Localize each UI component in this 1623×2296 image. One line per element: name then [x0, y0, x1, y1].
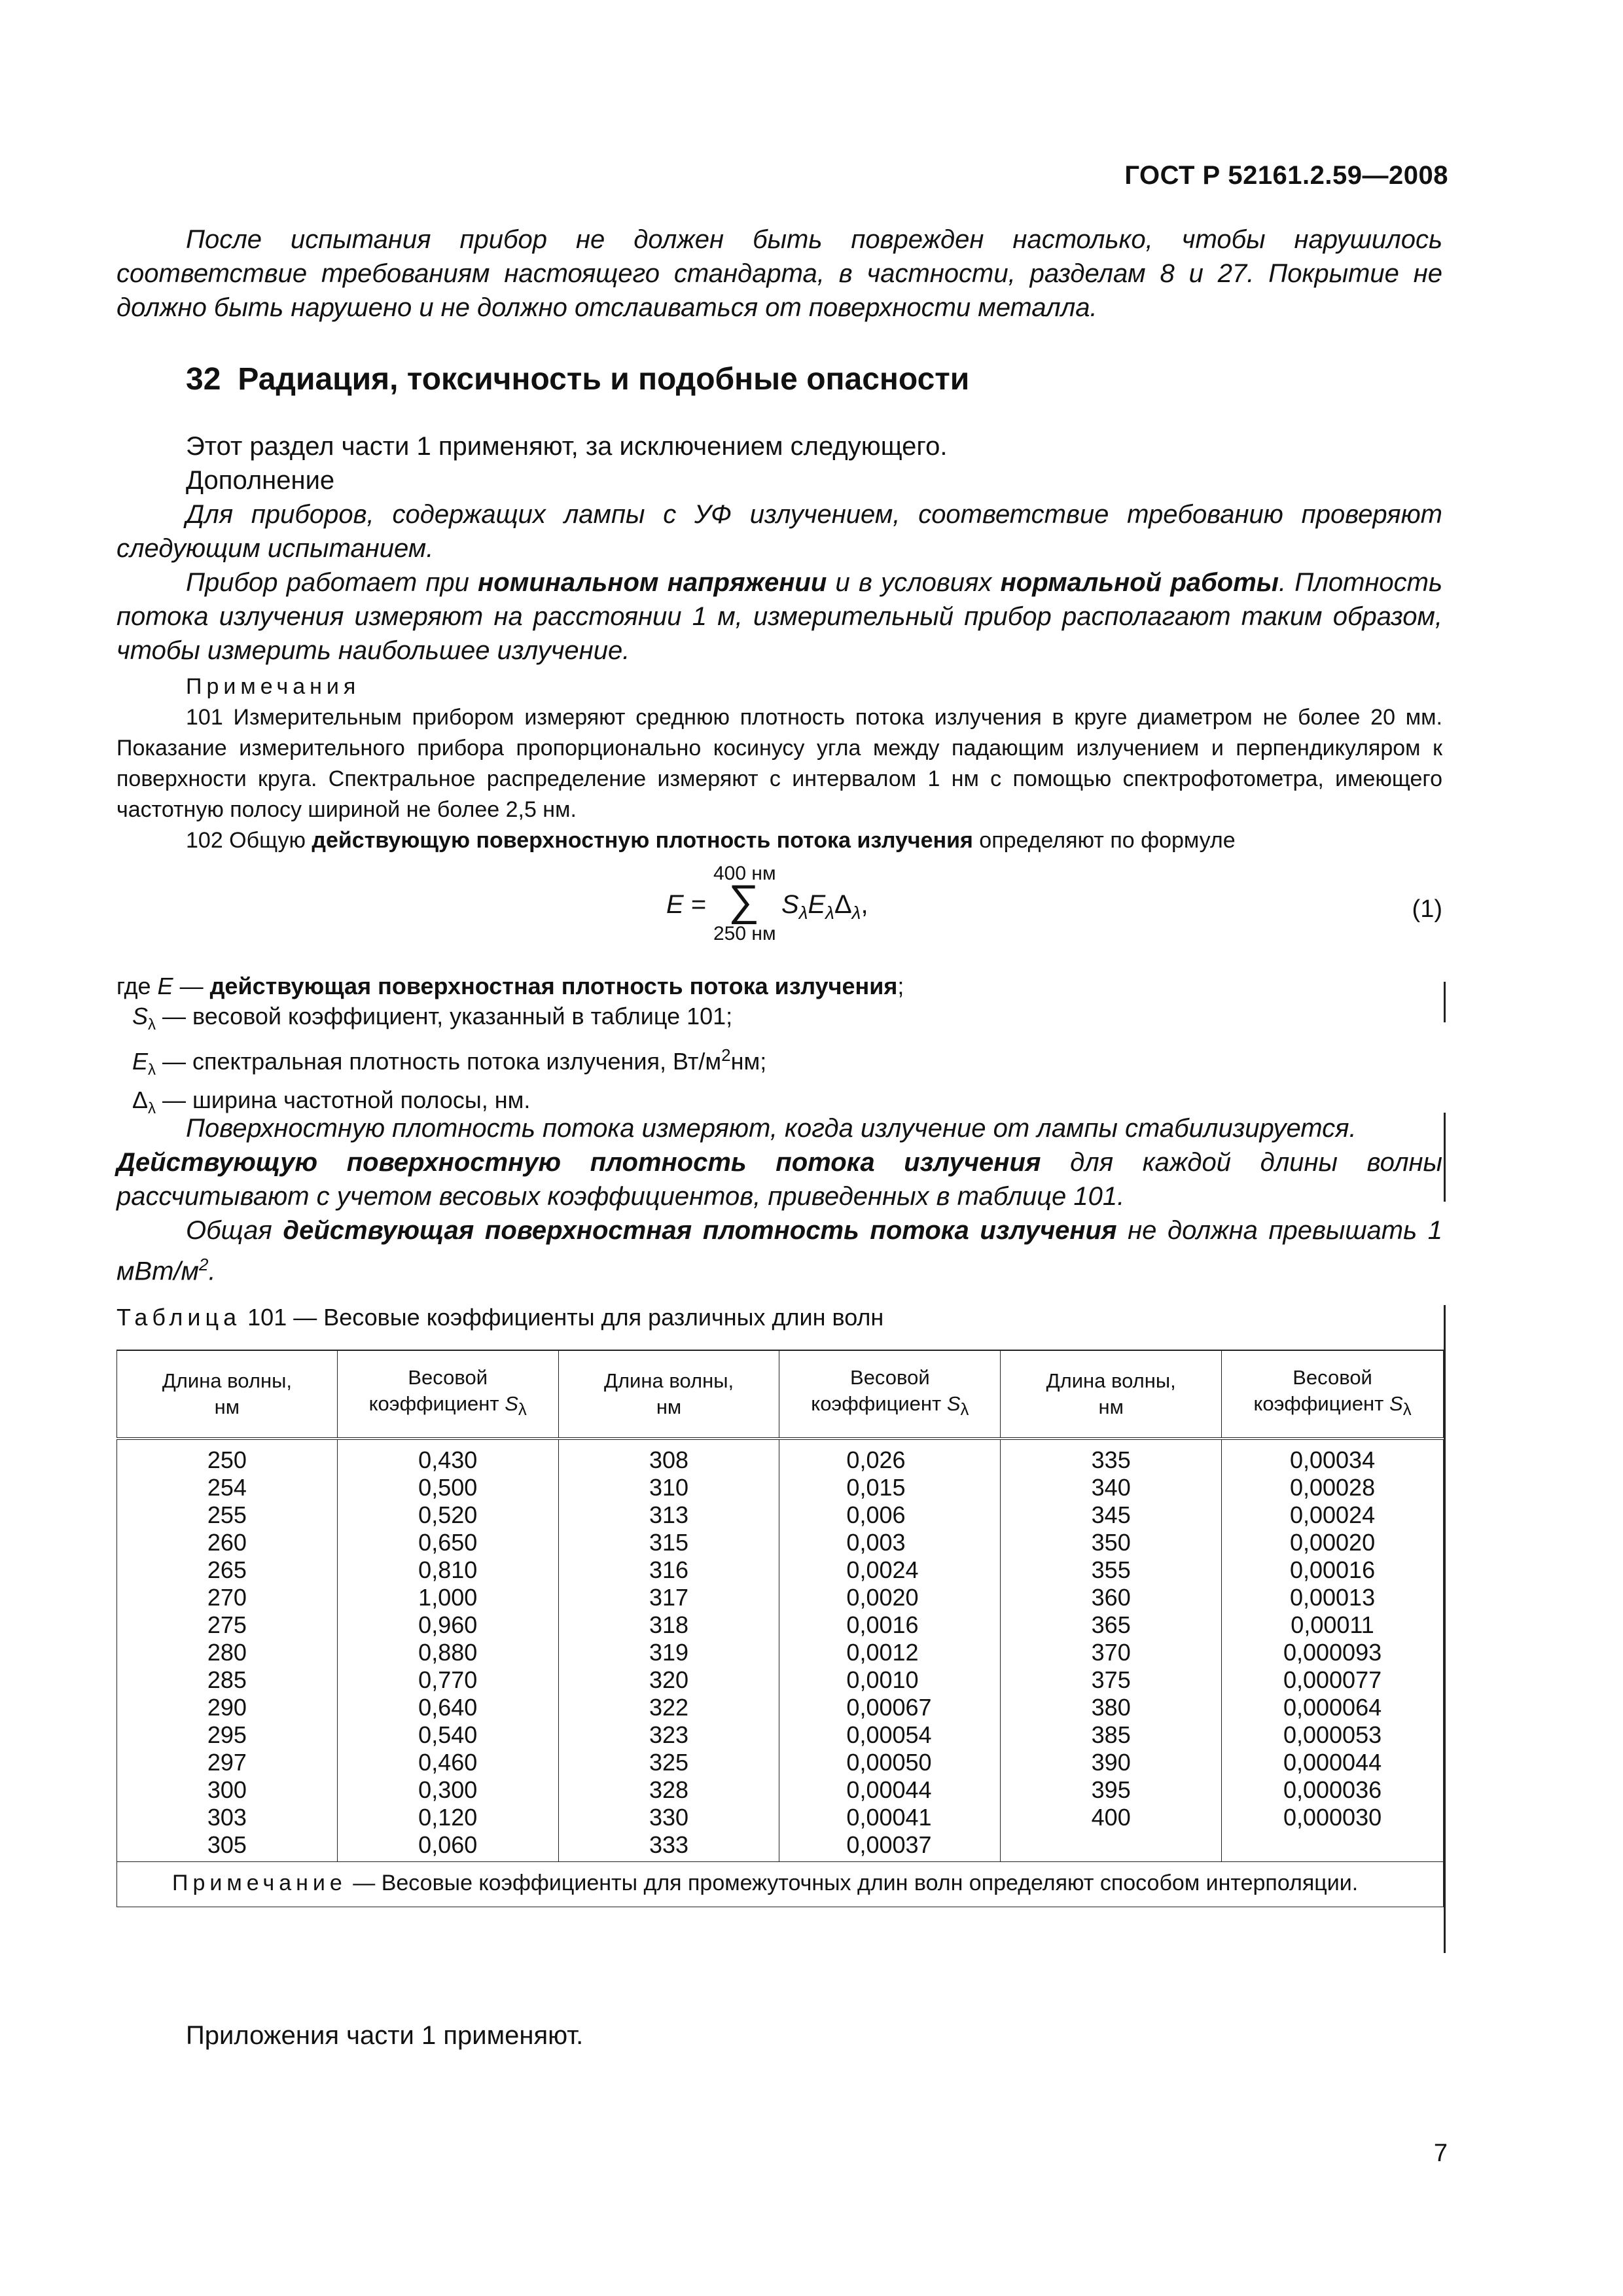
- formula-number: (1): [1412, 895, 1442, 923]
- table-cell: 0,500: [418, 1474, 478, 1501]
- table-cell: 317: [649, 1584, 689, 1611]
- table-cell: 322: [649, 1694, 689, 1721]
- column-wavelength-2: [558, 1439, 779, 1862]
- table-note-row: [117, 1862, 1444, 1907]
- table-cell: 280: [207, 1639, 247, 1666]
- table-cell: 365: [1091, 1611, 1131, 1638]
- standard-header: ГОСТ Р 52161.2.59—2008: [1124, 161, 1448, 190]
- table-cell: 0,006: [846, 1501, 906, 1528]
- section-applies: Этот раздел части 1 применяют, за исключением следующего.: [186, 432, 948, 461]
- legend-e: где E — действующая поверхностная плотность потока излучения;: [116, 973, 904, 999]
- table-cell: 355: [1091, 1556, 1131, 1583]
- table-cell: 0,650: [418, 1529, 478, 1556]
- table-caption: Таблица 101 — Весовые коэффициенты для различных длин волн: [116, 1304, 884, 1331]
- table-cell: 0,300: [418, 1776, 478, 1803]
- table-cell: 1,000: [418, 1584, 478, 1611]
- table-cell: 0,00011: [1291, 1611, 1374, 1638]
- table-cell: 375: [1091, 1666, 1131, 1693]
- table-cell: 320: [649, 1666, 689, 1693]
- annex-note: Приложения части 1 применяют.: [186, 2021, 584, 2050]
- formula-1: [116, 865, 1442, 944]
- table-cell: 275: [207, 1611, 247, 1638]
- table-cell: 0,960: [418, 1611, 478, 1638]
- table-cell: 300: [207, 1776, 247, 1803]
- table-cell: 254: [207, 1474, 247, 1501]
- stabilization-text: Поверхностную плотность потока измеряют, когда излучение от лампы стабилизируется.: [186, 1114, 1357, 1143]
- header-wavelength: Длина волны, нм: [117, 1350, 338, 1439]
- change-bar: [1444, 1305, 1446, 1953]
- table-cell: 290: [207, 1694, 247, 1721]
- table-cell: 0,00067: [846, 1694, 932, 1721]
- table-note: Примечание — Весовые коэффициенты для промежуточных длин волн определяют способом интерполяции.: [117, 1862, 1444, 1907]
- notes-heading: Примечания: [186, 674, 361, 699]
- table-cell: 335: [1091, 1446, 1131, 1473]
- table-cell: 0,000077: [1283, 1666, 1382, 1693]
- header-wavelength: Длина волны, нм: [1001, 1350, 1222, 1439]
- table-cell: 380: [1091, 1694, 1131, 1721]
- table-cell: 0,000064: [1283, 1694, 1382, 1721]
- intro-text: После испытания прибор не должен быть поврежден настолько, чтобы нарушилось соответствие требованиям настоящего стандарта, в частности, разделам 8 и 27. Покрытие не должно быть нарушено и не должно отслаиваться от поверхности металла.: [116, 225, 1442, 322]
- table-cell: 0,015: [846, 1474, 906, 1501]
- header-coefficient: Весовой коэффициент $S_\lambda$: [779, 1350, 1001, 1439]
- table-cell: 330: [649, 1804, 689, 1831]
- table-cell: 285: [207, 1666, 247, 1693]
- table-cell: 319: [649, 1639, 689, 1666]
- column-coefficient-3: [1222, 1439, 1444, 1862]
- table-cell: 0,00024: [1289, 1501, 1376, 1528]
- formula-lhs: E =: [666, 890, 707, 919]
- table-cell: 250: [207, 1446, 247, 1473]
- note-102: 102 Общую действующую поверхностную плотность потока излучения определяют по формуле: [186, 828, 1236, 853]
- column-wavelength-1: [117, 1439, 338, 1862]
- table-cell: 0,00013: [1289, 1584, 1376, 1611]
- calculation-text: Действующую поверхностную плотность потока излучения для каждой длины волны рассчитывают с учетом весовых коэффициентов, приведенных в таблице 101.: [116, 1148, 1442, 1211]
- legend-delta: $\Delta_\lambda$ — ширина частотной полосы, нм.: [132, 1086, 531, 1118]
- sum-lower-limit: 250 нм: [713, 923, 776, 944]
- table-cell: 313: [649, 1501, 689, 1528]
- table-cell: 0,810: [418, 1556, 478, 1583]
- table-cell: 303: [207, 1804, 247, 1831]
- legend-el: $E_\lambda$ — спектральная плотность потока излучения, $Вт/м^2нм$;: [132, 1045, 767, 1079]
- table-cell: 0,026: [846, 1446, 906, 1473]
- table-cell: 0,430: [418, 1446, 478, 1473]
- table-cell: 0,0010: [846, 1666, 919, 1693]
- table-cell: 323: [649, 1721, 689, 1748]
- table-cell: 340: [1091, 1474, 1131, 1501]
- limit-text: Общая действующая поверхностная плотность потока излучения не должна превышать 1 мВт/$м^2$.: [116, 1216, 1442, 1286]
- table-cell: 0,880: [418, 1639, 478, 1666]
- table-cell: 316: [649, 1556, 689, 1583]
- table-cell: 0,000093: [1283, 1639, 1382, 1666]
- column-coefficient-2: [779, 1439, 1001, 1862]
- change-bar: [1444, 1113, 1446, 1202]
- table-cell: 297: [207, 1749, 247, 1776]
- table-cell: 0,0024: [846, 1556, 919, 1583]
- table-cell: 0,460: [418, 1749, 478, 1776]
- table-cell: 360: [1091, 1584, 1131, 1611]
- table-cell: 310: [649, 1474, 689, 1501]
- table-cell: 315: [649, 1529, 689, 1556]
- table-cell: 395: [1091, 1776, 1131, 1803]
- table-cell: 305: [207, 1831, 247, 1858]
- table-cell: 0,00034: [1289, 1446, 1376, 1473]
- table-cell: 385: [1091, 1721, 1131, 1748]
- table-cell: 0,00041: [846, 1804, 932, 1831]
- table-cell: 318: [649, 1611, 689, 1638]
- uv-check: Для приборов, содержащих лампы с УФ излучением, соответствие требованию проверяют следующим испытанием.: [116, 500, 1442, 563]
- formula-rhs: $S_\lambda E_\lambda\Delta_\lambda$,: [781, 890, 868, 923]
- table-cell: 0,00020: [1289, 1529, 1376, 1556]
- legend-s: $S_\lambda$ — весовой коэффициент, указанный в таблице 101;: [132, 1003, 733, 1034]
- section-heading: [186, 361, 969, 397]
- table-cell: 400: [1091, 1804, 1131, 1831]
- table-cell: 0,000053: [1283, 1721, 1382, 1748]
- table-cell: 390: [1091, 1749, 1131, 1776]
- table-cell: 325: [649, 1749, 689, 1776]
- table-data-row: [117, 1439, 1444, 1862]
- table-cell: 0,060: [418, 1831, 478, 1858]
- header-coefficient: Весовой коэффициент $S_\lambda$: [1222, 1350, 1444, 1439]
- table-cell: 0,520: [418, 1501, 478, 1528]
- table-cell: 0,003: [846, 1529, 906, 1556]
- table-cell: 0,0020: [846, 1584, 919, 1611]
- header-wavelength: Длина волны, нм: [558, 1350, 779, 1439]
- table-cell: 0,000036: [1283, 1776, 1382, 1803]
- column-wavelength-3: [1001, 1439, 1222, 1862]
- table-cell: 0,0012: [846, 1639, 919, 1666]
- section-addition: Дополнение: [186, 466, 335, 495]
- page-number: 7: [1433, 2140, 1448, 2167]
- table-cell: 328: [649, 1776, 689, 1803]
- table-cell: 295: [207, 1721, 247, 1748]
- table-cell: 308: [649, 1446, 689, 1473]
- table-cell: 370: [1091, 1639, 1131, 1666]
- table-cell: 0,000044: [1283, 1749, 1382, 1776]
- formula-legend: [116, 971, 904, 1124]
- table-cell: 0,0016: [846, 1611, 919, 1638]
- test-conditions: Прибор работает при номинальном напряжении и в условиях нормальной работы. Плотность потока излучения измеряют на расстоянии 1 м, измерительный прибор располагают таким образом, чтобы измерить наибольшее излучение.: [116, 568, 1443, 665]
- table-cell: 345: [1091, 1501, 1131, 1528]
- table-cell: 255: [207, 1501, 247, 1528]
- intro-paragraph: [116, 223, 1442, 325]
- sum-upper-limit: 400 нм: [713, 863, 776, 884]
- table-cell: 333: [649, 1831, 689, 1858]
- section-title: Радиация, токсичность и подобные опасности: [238, 362, 970, 397]
- table-cell: 0,00037: [846, 1831, 932, 1858]
- table-cell: 270: [207, 1584, 247, 1611]
- table-cell: 350: [1091, 1529, 1131, 1556]
- table-cell: 0,000030: [1283, 1804, 1382, 1831]
- table-cell: 0,770: [418, 1666, 478, 1693]
- sigma-symbol: ∑: [728, 876, 760, 924]
- table-cell: 0,00050: [846, 1749, 932, 1776]
- table-cell: 0,640: [418, 1694, 478, 1721]
- table-cell: 0,00028: [1289, 1474, 1376, 1501]
- table-cell: 0,120: [418, 1804, 478, 1831]
- after-legend-text: [116, 1111, 1442, 1288]
- table-cell: 265: [207, 1556, 247, 1583]
- section-body: [116, 429, 1442, 668]
- coefficients-table: [116, 1350, 1444, 1907]
- section-number: 32: [186, 362, 221, 397]
- table-cell: 260: [207, 1529, 247, 1556]
- notes-block: [116, 672, 1442, 856]
- change-bar: [1444, 982, 1446, 1022]
- table-cell: 0,00054: [846, 1721, 932, 1748]
- table-header-row: [117, 1350, 1444, 1439]
- table-cell: 0,540: [418, 1721, 478, 1748]
- column-coefficient-1: [337, 1439, 558, 1862]
- table-cell: 0,00044: [846, 1776, 932, 1803]
- header-coefficient: Весовой коэффициент $S_\lambda$: [337, 1350, 558, 1439]
- table-cell: 0,00016: [1289, 1556, 1376, 1583]
- note-101: 101 Измерительным прибором измеряют среднюю плотность потока излучения в круге диаметром не более 20 мм. Показание измерительного прибора пропорционально косинусу угла между падающим излучением и перпендикуляром к поверхности круга. Спектральное распределение измеряют с интервалом 1 нм с помощью спектрофотометра, имеющего частотную полосу шириной не более 2,5 нм.: [116, 705, 1442, 822]
